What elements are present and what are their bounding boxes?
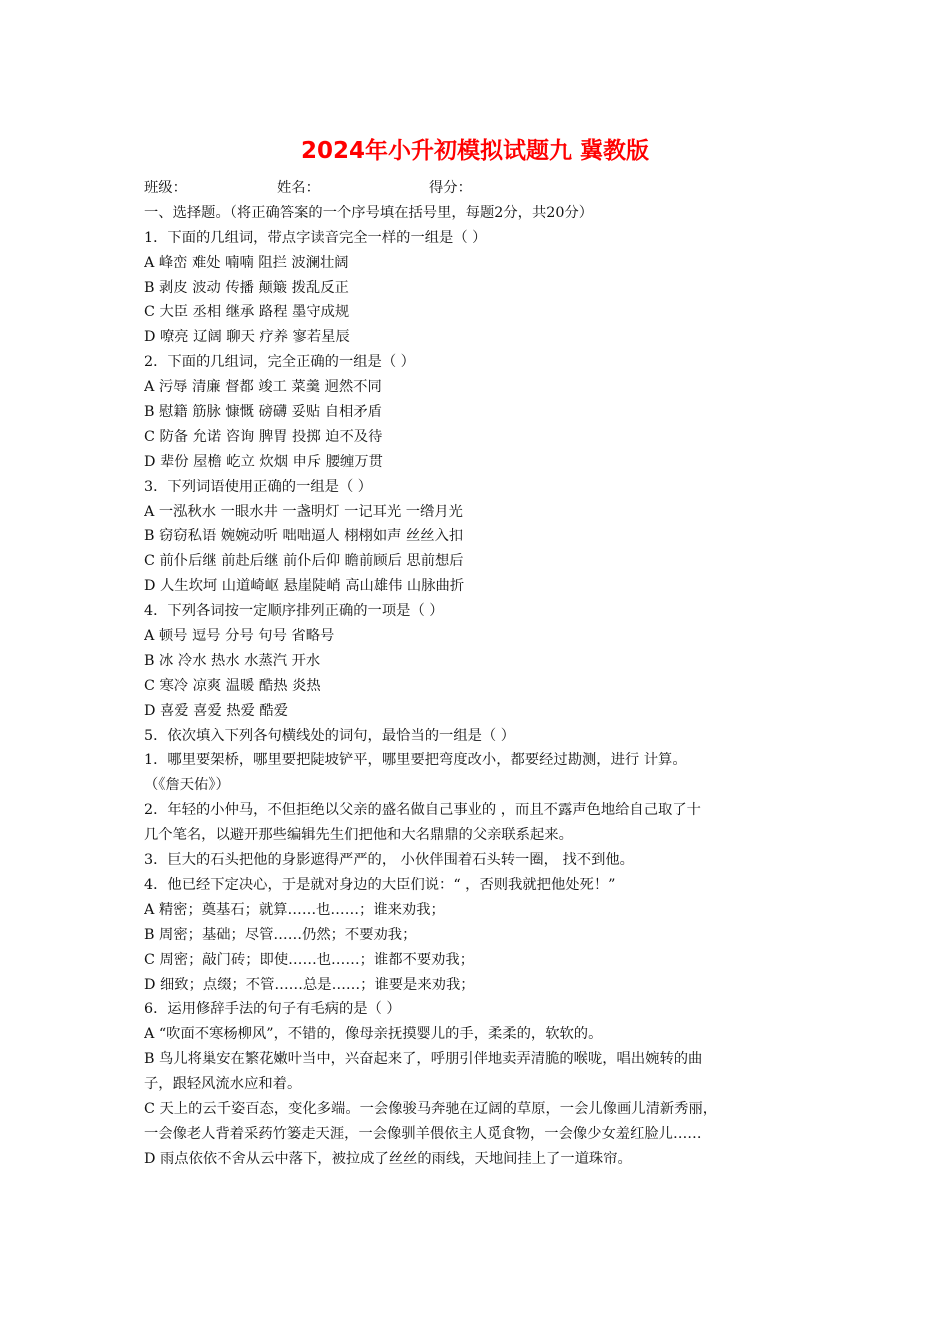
question-3-option-b: B 窃窃私语 婉婉动听 咄咄逼人 栩栩如声 丝丝入扣: [144, 528, 464, 545]
question-2-option-a: A 污辱 清廉 督都 竣工 菜羹 迥然不同: [144, 379, 382, 396]
question-3-option-d: D 人生坎坷 山道崎岖 悬崖陡峭 高山雄伟 山脉曲折: [144, 578, 465, 595]
question-1: 1．下面的几组词，带点字读音完全一样的一组是（ ）: [144, 229, 487, 246]
question-5-option-b: B 周密；基础；尽管……仍然；不要劝我；: [144, 926, 417, 943]
question-5-sentence-1-source: （《詹天佑》）: [144, 777, 230, 794]
question-5-sentence-2-continued: 几个笔名，以避开那些编辑先生们把他和大名鼎鼎的父亲联系起来。: [144, 827, 573, 844]
question-5-option-d: D 细致；点缀；不管……总是……；谁要是来劝我；: [144, 976, 475, 993]
question-5-sentence-4: 4．他已经下定决心，于是就对身边的大臣们说：“ ，否则我就把他处死！”: [144, 876, 616, 893]
student-info-row: [144, 176, 814, 201]
question-2-option-d: D 辈份 屋檐 屹立 炊烟 申斥 腰缠万贯: [144, 453, 383, 470]
question-5: 5．依次填入下列各句横线处的词句，最恰当的一组是（ ）: [144, 727, 516, 744]
document-body: [144, 176, 814, 1172]
section-heading: 一、选择题。（将正确答案的一个序号填在括号里，每题2分，共20分）: [144, 204, 594, 221]
question-2-option-c: C 防备 允诺 咨询 脾胃 投掷 迫不及待: [144, 428, 383, 445]
question-2-option-b: B 慰籍 筋脉 慷慨 磅礴 妥贴 自相矛盾: [144, 404, 382, 421]
question-5-option-a: A 精密；奠基石；就算……也……；谁来劝我；: [144, 901, 445, 918]
question-3-option-c: C 前仆后继 前赴后继 前仆后仰 瞻前顾后 思前想后: [144, 553, 464, 570]
question-3: 3．下列词语使用正确的一组是（ ）: [144, 478, 373, 495]
question-4-option-d: D 喜爱 喜爱 热爱 酷爱: [144, 702, 289, 719]
document-title: 2024年小升初模拟试题九 冀教版: [300, 138, 650, 164]
question-4: 4．下列各词按一定顺序排列正确的一项是（ ）: [144, 603, 444, 620]
question-6: 6．运用修辞手法的句子有毛病的是（ ）: [144, 1001, 401, 1018]
question-3-option-a: A 一泓秋水 一眼水井 一盏明灯 一记耳光 一绺月光: [144, 503, 463, 520]
question-4-option-a: A 顿号 逗号 分号 句号 省略号: [144, 628, 335, 645]
question-6-option-b-continued: 子，跟轻风流水应和着。: [144, 1076, 302, 1093]
question-6-option-d: D 雨点依依不舍从云中落下，被拉成了丝丝的雨线，天地间挂上了一道珠帘。: [144, 1150, 632, 1167]
question-6-option-a: A “吹面不寒杨柳风”，不错的，像母亲抚摸婴儿的手，柔柔的，软软的。: [144, 1026, 603, 1043]
score-label: 得分：: [429, 180, 472, 196]
question-5-option-c: C 周密；敲门砖；即使……也……；谁都不要劝我；: [144, 951, 475, 968]
question-6-option-b: B 鸟儿将巢安在繁花嫩叶当中，兴奋起来了，呼朋引伴地卖弄清脆的喉咙，唱出婉转的曲: [144, 1051, 703, 1068]
class-label: 班级：: [144, 180, 187, 196]
question-1-option-b: B 剥皮 波动 传播 颠簸 拨乱反正: [144, 279, 349, 296]
question-6-option-c: C 天上的云千姿百态，变化多端。一会像骏马奔驰在辽阔的草原，一会儿像画儿清新秀丽，: [144, 1100, 718, 1117]
question-6-option-c-continued: 一会像老人背着采药竹篓走天涯，一会像驯羊偎依主人觅食物，一会像少女羞红脸儿……: [144, 1125, 702, 1142]
question-1-option-a: A 峰峦 难处 喃喃 阻拦 波澜壮阔: [144, 254, 349, 271]
question-1-option-d: D 嘹亮 辽阔 聊天 疗养 寥若星辰: [144, 329, 350, 346]
name-label: 姓名：: [277, 180, 320, 196]
question-1-option-c: C 大臣 丞相 继承 路程 墨守成规: [144, 304, 350, 321]
question-5-sentence-1: 1．哪里要架桥，哪里要把陡坡铲平，哪里要把弯度改小，都要经过勘测，进行 计算。: [144, 752, 687, 769]
question-2: 2．下面的几组词，完全正确的一组是（ ）: [144, 354, 415, 371]
question-4-option-b: B 冰 冷水 热水 水蒸汽 开水: [144, 652, 321, 669]
question-5-sentence-3: 3．巨大的石头把他的身影遮得严严的， 小伙伴围着石头转一圈， 找不到他。: [144, 852, 634, 869]
question-4-option-c: C 寒冷 凉爽 温暖 酷热 炎热: [144, 677, 321, 694]
question-5-sentence-2: 2．年轻的小仲马，不但拒绝以父亲的盛名做自己事业的 ，而且不露声色地给自己取了十: [144, 802, 701, 819]
